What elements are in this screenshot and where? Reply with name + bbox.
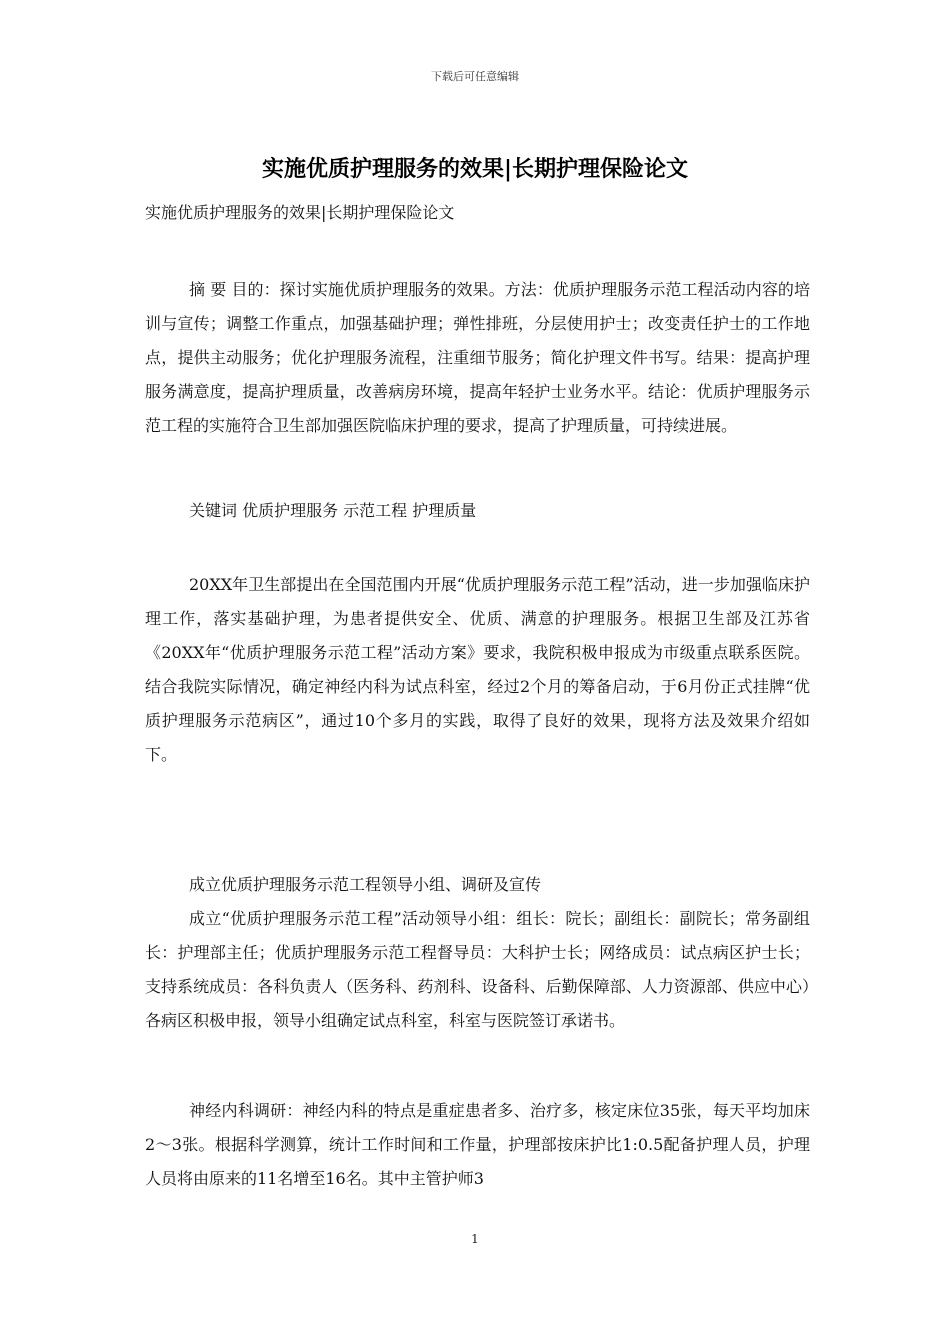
section-body-paragraph-1: 成立“优质护理服务示范工程”活动领导小组：组长：院长；副组长：副院长；常务副组长：护理部主任；优质护理服务示范工程督导员：大科护士长；网络成员：试点病区护士长；支持系统成员：各科负责人（医务科、药剂科、设备科、后勤保障部、人力资源部、供应中心）各病区积极申报，领导小组确定试点科室，科室与医院签订承诺书。 [145,909,810,1030]
document-title: 实施优质护理服务的效果|长期护理保险论文 [261,156,688,182]
abstract-paragraph: 摘 要 目的：探讨实施优质护理服务的效果。方法：优质护理服务示范工程活动内容的培训与宣传；调整工作重点，加强基础护理；弹性排班，分层使用护士；改变责任护士的工作地点，提供主动服务；优化护理服务流程，注重细节服务；简化护理文件书写。结果：提高护理服务满意度，提高护理质量，改善病房环境，提高年轻护士业务水平。结论：优质护理服务示范工程的实施符合卫生部加强医院临床护理的要求，提高了护理质量，可持续进展。 [145,280,810,435]
header-note: 下载后可任意编辑 [431,70,519,83]
section-body-paragraph-2: 神经内科调研：神经内科的特点是重症患者多、治疗多，核定床位35张，每天平均加床2～3张。根据科学测算，统计工作时间和工作量，护理部按床护比1:0.5配备护理人员，护理人员将由原来的11名增至16名。其中主管护师3 [145,1101,810,1188]
page-number: 1 [471,1232,479,1246]
intro-paragraph: 20XX年卫生部提出在全国范围内开展“优质护理服务示范工程”活动，进一步加强临床护理工作，落实基础护理，为患者提供安全、优质、满意的护理服务。根据卫生部及江苏省《20XX年“优质护理服务示范工程”活动方案》要求，我院积极申报成为市级重点联系医院。结合我院实际情况，确定神经内科为试点科室，经过2个月的筹备启动，于6月份正式挂牌“优质护理服务示范病区”，通过10个多月的实践，取得了良好的效果，现将方法及效果介绍如下。 [145,575,810,764]
keywords-line: 关键词 优质护理服务 示范工程 护理质量 [189,501,477,520]
document-subtitle: 实施优质护理服务的效果|长期护理保险论文 [145,203,455,222]
section-heading: 成立优质护理服务示范工程领导小组、调研及宣传 [189,875,542,894]
